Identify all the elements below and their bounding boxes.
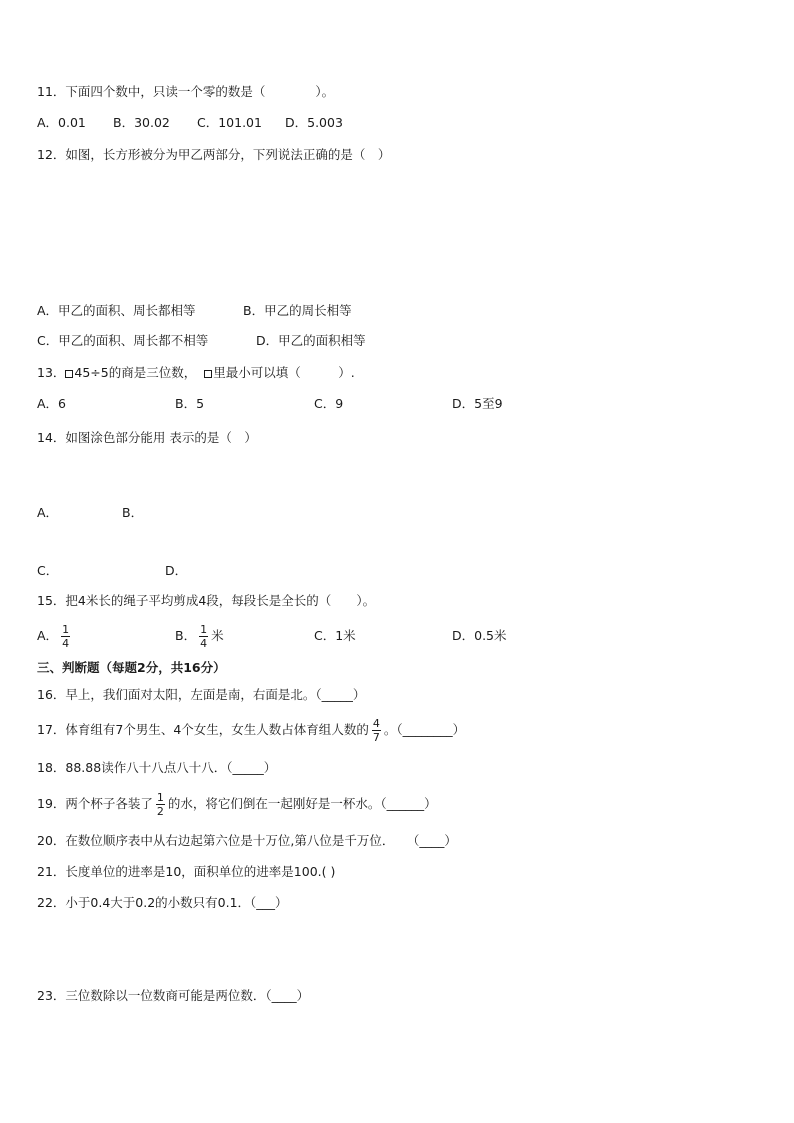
section-3-title: 三、判断题（每题2分，共16分）: [37, 660, 226, 675]
q17-text-after: 。（________）: [383, 722, 466, 737]
question-22: 22．小于0.4大于0.2的小数只有0.1．（___）: [37, 895, 288, 910]
q15-option-a-label: A．: [37, 628, 59, 643]
question-23: 23．三位数除以一位数商可能是两位数．（____）: [37, 988, 310, 1003]
fraction-denominator: 7: [372, 731, 380, 744]
fraction: [156, 792, 165, 817]
q15-option-a: [37, 620, 73, 652]
q19-text-before: 19．两个杯子各装了: [37, 796, 153, 811]
fraction-numerator: 1: [156, 791, 164, 804]
q14-option-d: D．: [165, 563, 188, 578]
q15-option-c: C．1米: [314, 628, 356, 643]
q11-option-d: D．5.003: [285, 115, 343, 130]
q13-middle: 45÷5的商是三位数，: [74, 365, 197, 380]
fraction: [199, 624, 208, 649]
q11-option-c: C．101.01: [197, 115, 262, 130]
question-11-stem: 11．下面四个数中，只读一个零的数是（ ）。: [37, 84, 335, 99]
q12-option-a: A．甲乙的面积、周长都相等: [37, 303, 196, 318]
blank-square-icon: [204, 370, 212, 378]
blank-square-icon: [65, 370, 73, 378]
question-18: 18．88.88读作八十八点八十八．（_____）: [37, 760, 277, 775]
question-21: 21．长度单位的进率是10，面积单位的进率是100.( ): [37, 864, 336, 879]
q13-prefix: 13．: [37, 365, 66, 380]
fraction-numerator: 1: [62, 623, 70, 636]
q14-option-b: B．: [122, 505, 144, 520]
fraction-denominator: 4: [62, 637, 70, 650]
fraction: [61, 624, 70, 649]
fraction-numerator: 1: [200, 623, 208, 636]
question-12-stem: 12．如图，长方形被分为甲乙两部分，下列说法正确的是（ ）: [37, 147, 391, 162]
question-20: 20．在数位顺序表中从右边起第六位是十万位,第八位是千万位． （____）: [37, 833, 457, 848]
question-17: [37, 714, 465, 746]
question-14-stem: 14．如图涂色部分能用 表示的是（ ）: [37, 430, 257, 445]
question-13-stem: [37, 365, 355, 381]
q13-option-d: D．5至9: [452, 396, 503, 411]
q15-option-b-unit: 米: [211, 628, 224, 643]
q13-suffix: 里最小可以填（ ）.: [213, 365, 355, 380]
fraction-numerator: 4: [372, 717, 380, 730]
question-19: [37, 788, 437, 820]
q13-option-a: A．6: [37, 396, 67, 411]
q13-option-b: B．5: [175, 396, 205, 411]
q12-option-d: D．甲乙的面积相等: [256, 333, 366, 348]
q14-option-c: C．: [37, 563, 59, 578]
q15-option-b-label: B．: [175, 628, 197, 643]
question-15-stem: 15．把4米长的绳子平均剪成4段，每段长是全长的（ ）。: [37, 593, 376, 608]
q14-option-a: A．: [37, 505, 59, 520]
q19-text-after: 的水，将它们倒在一起刚好是一杯水。（______）: [167, 796, 437, 811]
q12-option-b: B．甲乙的周长相等: [243, 303, 352, 318]
fraction-denominator: 4: [200, 637, 208, 650]
q17-text-before: 17．体育组有7个男生、4个女生，女生人数占体育组人数的: [37, 722, 369, 737]
fraction: [372, 718, 381, 743]
q15-option-d: D．0.5米: [452, 628, 507, 643]
q11-option-b: B．30.02: [113, 115, 170, 130]
q15-option-b: [175, 620, 224, 652]
q12-option-c: C．甲乙的面积、周长都不相等: [37, 333, 209, 348]
question-16: 16．早上，我们面对太阳，左面是南，右面是北。（_____）: [37, 687, 366, 702]
q13-option-c: C．9: [314, 396, 344, 411]
q11-option-a: A．0.01: [37, 115, 86, 130]
fraction-denominator: 2: [156, 805, 164, 818]
